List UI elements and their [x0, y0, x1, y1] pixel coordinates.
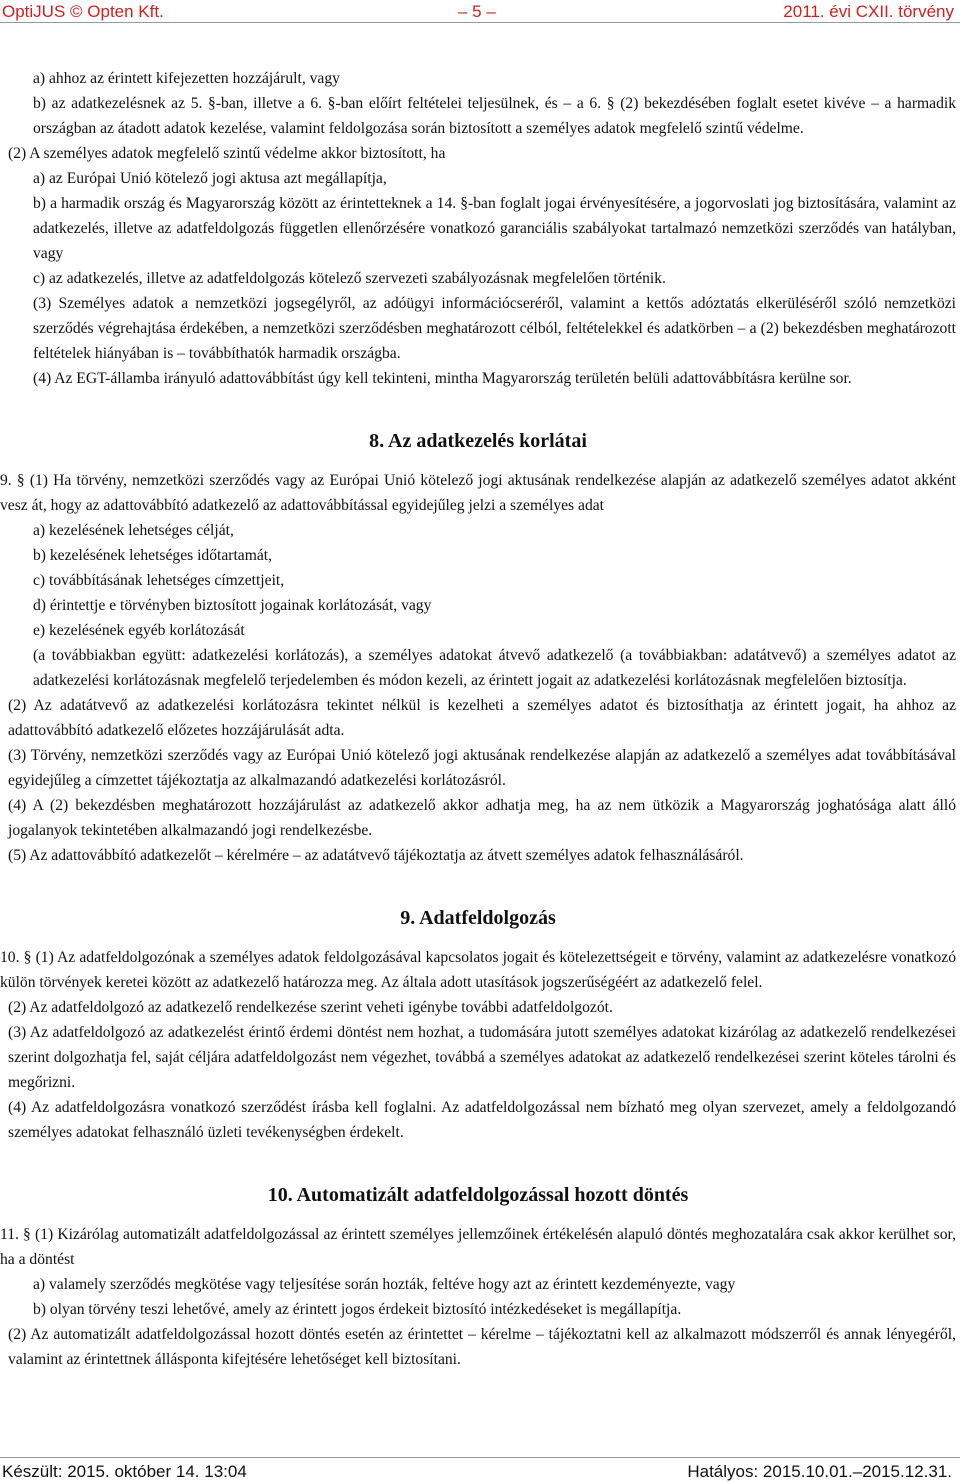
section-11-paragraph-2: (2) Az automatizált adatfeldolgozással hozott döntés esetén az érintettet – kérelme – tájékoztatni kell az alkalmazott módszerről és annak lényegéről, valamint az érintettnek állásponta kifejtésére lehetőséget kell biztosítani. [8, 1326, 956, 1368]
item-a: a) ahhoz az érintett kifejezetten hozzájárult, vagy [33, 70, 340, 87]
document-body [0, 66, 956, 1372]
header-rule [0, 22, 960, 23]
section-10-paragraph-1: 10. § (1) Az adatfeldolgozónak a személyes adatok feldolgozásával kapcsolatos jogait és kötelezettségeit e törvény, valamint az adatkezelésre vonatkozó külön törvények keretei között az adatkezelő határozza meg. Az általa adott utasítások jogszerűségéért az adatkezelő felel. [0, 949, 956, 991]
item-e: e) kezelésének egyéb korlátozását [33, 622, 245, 639]
section-heading-10: 10. Automatizált adatfeldolgozással hozott döntés [267, 1184, 689, 1206]
item-b: b) kezelésének lehetséges időtartamát, [33, 547, 272, 564]
section-heading-9: 9. Adatfeldolgozás [400, 907, 556, 929]
item-c: c) továbbításának lehetséges címzettjeit, [33, 572, 285, 589]
item-b: b) az adatkezelésnek az 5. §-ban, illetve a 6. §-ban előírt feltételei teljesülnek, és – a 6. § (2) bekezdésében foglalt esetet kivéve – a harmadik országban az átadott adatok kezelése, valamint feldolgozása során biztosított a személyes adatok megfelelő szintű védelme. [33, 95, 956, 137]
footer-created: Készült: 2015. október 14. 13:04 [2, 1462, 247, 1481]
section-9-paragraph-3: (3) Törvény, nemzetközi szerződés vagy az Európai Unió kötelező jogi aktusának rendelkezése alapján az adatkezelő a személyes adat továbbításával egyidejűleg a címzettet tájékoztatja az alkalmazandó adatkezelési korlátozásról. [8, 747, 956, 789]
footer-effective: Hatályos: 2015.10.01.–2015.12.31. [687, 1462, 952, 1481]
page-header [0, 0, 960, 22]
header-page-number: – 5 – [458, 2, 496, 21]
section-10-paragraph-4: (4) Az adatfeldolgozásra vonatkozó szerződést írásba kell foglalni. Az adatfeldolgozással nem bízható meg olyan szervezet, amely a feldolgozandó személyes adatokat felhasználó üzleti tevékenységben érdekelt. [8, 1099, 956, 1141]
header-publisher: OptiJUS © Opten Kft. [2, 2, 164, 21]
item-d: d) érintettje e törvényben biztosított jogainak korlátozását, vagy [33, 597, 432, 614]
section-9-paragraph-4: (4) A (2) bekezdésben meghatározott hozzájárulást az adatkezelő akkor adhatja meg, ha az nem ütközik a Magyarország joghatósága alatt álló jogalanyok tekintetében alkalmazandó jogi rendelkezésbe. [8, 797, 956, 839]
item-a: a) kezelésének lehetséges célját, [33, 522, 234, 539]
item-b: b) olyan törvény teszi lehetővé, amely az érintett jogos érdekeit biztosító intézkedéseket is megállapítja. [33, 1301, 682, 1318]
section-heading-8: 8. Az adatkezelés korlátai [369, 430, 587, 452]
item-b: b) a harmadik ország és Magyarország között az érintetteknek a 14. §-ban foglalt jogai érvényesítésére, a jogorvoslati jog biztosítására, valamint az adatkezelés, illetve az adatfeldolgozás független ellenőrzésére vonatkozó garanciális szabályokat tartalmazó nemzetközi szerződés van hatályban, vagy [33, 195, 956, 262]
paragraph-2: (2) A személyes adatok megfelelő szintű védelme akkor biztosított, ha [8, 145, 446, 162]
item-a: a) valamely szerződés megkötése vagy teljesítése során hozták, feltéve hogy azt az érintett kezdeményezte, vagy [33, 1276, 736, 1293]
section-11-paragraph-1: 11. § (1) Kizárólag automatizált adatfeldolgozással az érintett személyes jellemzőinek értékelésén alapuló döntés meghozatalára csak akkor kerülhet sor, ha a döntést [0, 1226, 956, 1268]
footer-rule [0, 1457, 960, 1458]
item-c: c) az adatkezelés, illetve az adatfeldolgozás kötelező szervezeti szabályozásnak megfelelően történik. [33, 270, 666, 287]
section-10-paragraph-2: (2) Az adatfeldolgozó az adatkezelő rendelkezése szerint veheti igénybe további adatfeldolgozót. [8, 999, 613, 1016]
item-a: a) az Európai Unió kötelező jogi aktusa azt megállapítja, [33, 170, 387, 187]
section-9-paragraph-5: (5) Az adattovábbító adatkezelőt – kérelmére – az adatátvevő tájékoztatja az átvett személyes adatok felhasználásáról. [8, 847, 744, 864]
page-footer [0, 1462, 960, 1481]
section-9-paragraph-2: (2) Az adatátvevő az adatkezelési korlátozásra tekintet nélkül is kezelheti a személyes adatot és biztosíthatja az érintett jogait, ha ahhoz az adattovábbító adatkezelő előzetes hozzájárulását adta. [8, 697, 956, 739]
paragraph-4: (4) Az EGT-államba irányuló adattovábbítást úgy kell tekinteni, mintha Magyarország területén belüli adattovábbításra kerülne sor. [33, 370, 852, 387]
section-9-paragraph-1: 9. § (1) Ha törvény, nemzetközi szerződés vagy az Európai Unió kötelező jogi aktusának rendelkezése alapján az adatkezelő személyes adatot akként vesz át, hogy az adattovábbító adatkezelő az adattovábbítással egyidejűleg jelzi a személyes adat [0, 472, 956, 514]
section-10-paragraph-3: (3) Az adatfeldolgozó az adatkezelést érintő érdemi döntést nem hozhat, a tudomására jutott személyes adatokat kizárólag az adatkezelő rendelkezései szerint dolgozhatja fel, saját céljára adatfeldolgozást nem végezhet, továbbá a személyes adatokat az adatkezelő rendelkezései szerint köteles tárolni és megőrizni. [8, 1024, 956, 1091]
section-9-continuation: (a továbbiakban együtt: adatkezelési korlátozás), a személyes adatokat átvevő adatkezelő (a továbbiakban: adatátvevő) a személyes adatot az adatkezelési korlátozásnak megfelelő terjedelemben és módon kezeli, az érintett jogait az adatkezelési korlátozásnak megfelelően biztosítja. [33, 647, 956, 689]
paragraph-3: (3) Személyes adatok a nemzetközi jogsegélyről, az adóügyi információcseréről, valamint a kettős adóztatás elkerüléséről szóló nemzetközi szerződés végrehajtása érdekében, a nemzetközi szerződésben meghatározott célból, feltételekkel és adatkörben – a (2) bekezdésben meghatározott feltételek hiányában is – továbbíthatók harmadik országba. [33, 295, 956, 362]
header-law-title: 2011. évi CXII. törvény [783, 2, 954, 21]
